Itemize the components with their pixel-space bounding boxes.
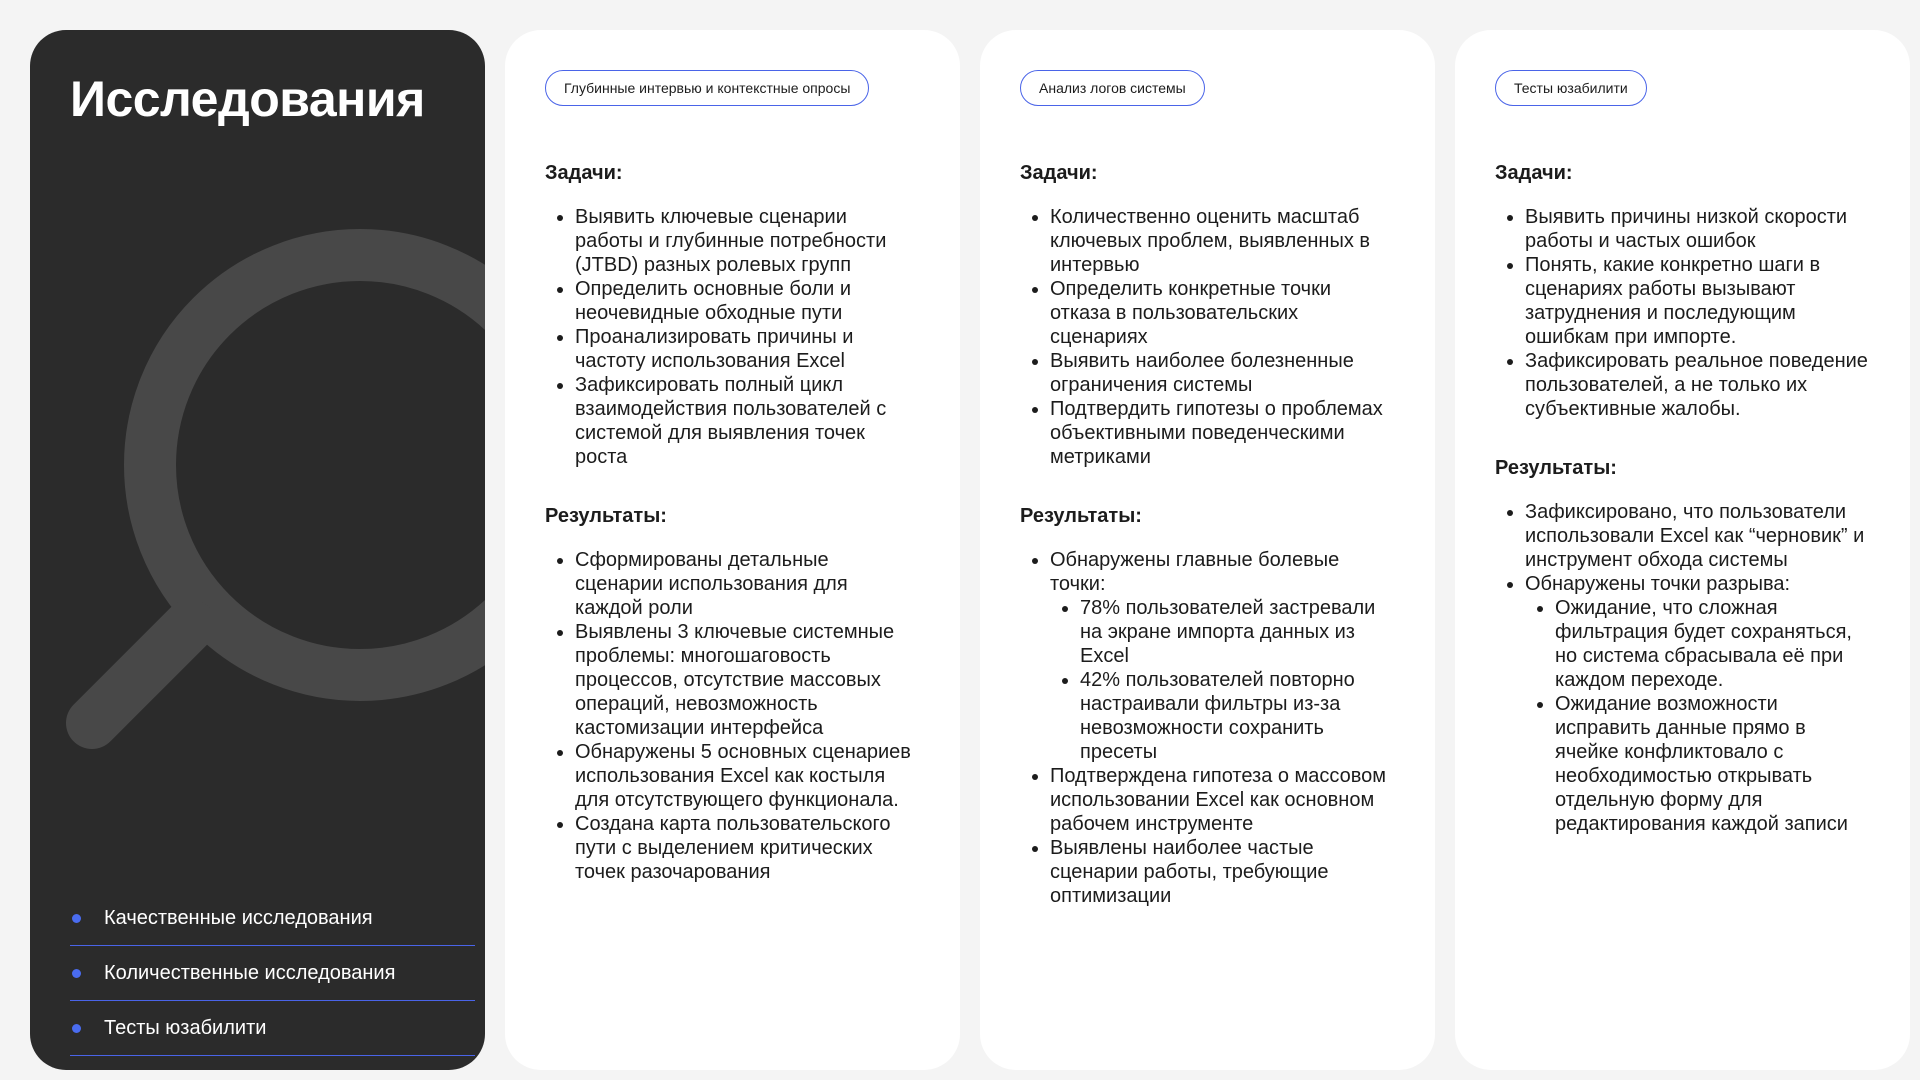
tasks-heading: Задачи: bbox=[1020, 162, 1098, 184]
page-title: Исследования bbox=[70, 71, 425, 127]
list-item: • Подтверждена гипотеза о массовом использовании Excel как основном рабочем инструменте bbox=[1050, 764, 1395, 836]
tasks-list bbox=[1495, 205, 1870, 421]
card-interviews bbox=[505, 30, 960, 1070]
list-item: • Создана карта пользовательского пути с выделением критических точек разочарования bbox=[575, 812, 920, 884]
tasks-heading: Задачи: bbox=[1495, 162, 1573, 184]
sub-list bbox=[1050, 596, 1395, 764]
sidebar-item-label: Тесты юзабилити bbox=[104, 1017, 267, 1039]
sidebar-item-qualitative[interactable] bbox=[70, 892, 475, 946]
sub-list-item: • 42% пользователей повторно настраивали фильтры из-за невозможности сохранить пресеты bbox=[1080, 668, 1395, 764]
tasks-list bbox=[545, 205, 920, 469]
results-heading: Результаты: bbox=[1495, 457, 1617, 479]
list-item: • Выявить причины низкой скорости работы и частых ошибок bbox=[1525, 205, 1870, 253]
list-item: • Понять, какие конкретно шаги в сценариях работы вызывают затруднения и последующим ошибкам при импорте. bbox=[1525, 253, 1870, 349]
results-list bbox=[1495, 500, 1870, 836]
results-list bbox=[545, 548, 920, 884]
list-item: • Обнаружены 5 основных сценариев использования Excel как костыля для отсутствующего функционала. bbox=[575, 740, 920, 812]
results-heading: Результаты: bbox=[1020, 505, 1142, 527]
tag-log-analysis[interactable]: Анализ логов системы bbox=[1020, 70, 1205, 106]
tasks-heading: Задачи: bbox=[545, 162, 623, 184]
list-item: • Проанализировать причины и частоту использования Excel bbox=[575, 325, 920, 373]
sidebar-item-label: Количественные исследования bbox=[104, 962, 396, 984]
list-item: • Выявлены 3 ключевые системные проблемы: многошаговость процессов, отсутствие массовых операций, невозможность кастомизации интерфейса bbox=[575, 620, 920, 740]
list-item: • Зафиксировать полный цикл взаимодействия пользователей с системой для выявления точек роста bbox=[575, 373, 920, 469]
list-item bbox=[1525, 572, 1870, 836]
card-usability-tests bbox=[1455, 30, 1910, 1070]
list-item: • Выявлены наиболее частые сценарии работы, требующие оптимизации bbox=[1050, 836, 1395, 908]
results-list bbox=[1020, 548, 1395, 908]
sidebar-panel bbox=[30, 30, 485, 1070]
card-log-analysis bbox=[980, 30, 1435, 1070]
sub-list-item: • Ожидание, что сложная фильтрация будет сохраняться, но система сбрасывала её при каждом переходе. bbox=[1555, 596, 1870, 692]
bullet-dot-icon bbox=[72, 1024, 81, 1033]
sub-list-item: • Ожидание возможности исправить данные прямо в ячейке конфликтовало с необходимостью открывать отдельную форму для редактирования каждой записи bbox=[1555, 692, 1870, 836]
list-item: • Зафиксировано, что пользователи использовали Excel как “черновик” и инструмент обхода системы bbox=[1525, 500, 1870, 572]
bullet-dot-icon bbox=[72, 914, 81, 923]
list-item: • Количественно оценить масштаб ключевых проблем, выявленных в интервью bbox=[1050, 205, 1395, 277]
tag-interviews[interactable]: Глубинные интервью и контекстные опросы bbox=[545, 70, 869, 106]
bullet-dot-icon bbox=[72, 969, 81, 978]
list-item: • Выявить наиболее болезненные ограничения системы bbox=[1050, 349, 1395, 397]
list-item: • Определить основные боли и неочевидные обходные пути bbox=[575, 277, 920, 325]
list-item: • Подтвердить гипотезы о проблемах объективными поведенческими метриками bbox=[1050, 397, 1395, 469]
tasks-list bbox=[1020, 205, 1395, 469]
results-heading: Результаты: bbox=[545, 505, 667, 527]
sidebar-item-quantitative[interactable] bbox=[70, 947, 475, 1001]
list-item: • Зафиксировать реальное поведение пользователей, а не только их субъективные жалобы. bbox=[1525, 349, 1870, 421]
list-item-text: Обнаружены главные болевые точки: bbox=[1050, 549, 1340, 595]
list-item: • Выявить ключевые сценарии работы и глубинные потребности (JTBD) разных ролевых групп bbox=[575, 205, 920, 277]
tag-usability-tests[interactable]: Тесты юзабилити bbox=[1495, 70, 1647, 106]
list-item: • Сформированы детальные сценарии использования для каждой роли bbox=[575, 548, 920, 620]
sidebar-item-usability[interactable] bbox=[70, 1002, 475, 1056]
list-item-text: Обнаружены точки разрыва: bbox=[1525, 573, 1791, 595]
sidebar-nav bbox=[70, 892, 475, 1057]
list-item: • Определить конкретные точки отказа в пользовательских сценариях bbox=[1050, 277, 1395, 349]
sub-list-item: • 78% пользователей застревали на экране импорта данных из Excel bbox=[1080, 596, 1395, 668]
sub-list bbox=[1525, 596, 1870, 836]
sidebar-item-label: Качественные исследования bbox=[104, 907, 373, 929]
list-item bbox=[1050, 548, 1395, 764]
